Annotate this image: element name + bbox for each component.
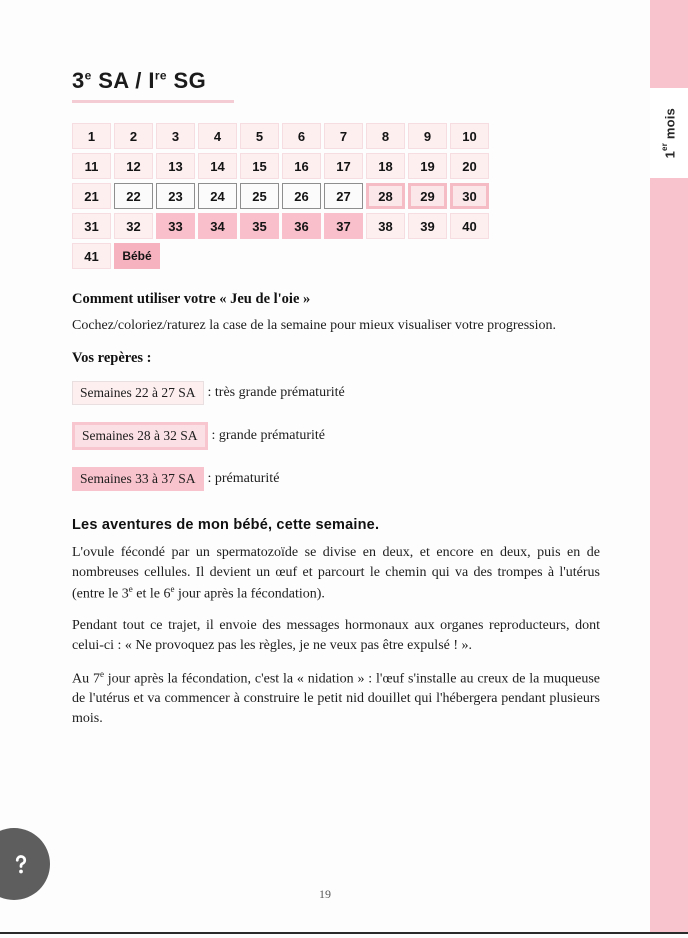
week-cell[interactable]: 23 xyxy=(156,183,195,209)
month-sidebar xyxy=(650,0,688,932)
adventures-p3-sup: e xyxy=(99,668,104,679)
week-cell[interactable]: 29 xyxy=(408,183,447,209)
howto-heading: Comment utiliser votre « Jeu de l'oie » xyxy=(72,291,311,307)
week-cell[interactable]: 10 xyxy=(450,123,489,149)
sidebar-block-bottom xyxy=(650,178,688,932)
sidebar-label-slot xyxy=(650,88,688,178)
week-cell[interactable]: 5 xyxy=(240,123,279,149)
legend-chip: Semaines 28 à 32 SA xyxy=(72,422,208,450)
adventures-p1-a: L'ovule fécondé par un spermatozoïde se divise en deux, et encore en deux, puis en de nombreuses cellules. Il devient un œuf et parcourt le chemin qui va des trompes à l'utérus (entre le 3 xyxy=(72,544,600,602)
adventures-p3-a: Au 7 xyxy=(72,671,100,687)
sidebar-month-word: mois xyxy=(662,107,678,143)
week-grid-row xyxy=(72,213,600,239)
week-cell[interactable]: 38 xyxy=(366,213,405,239)
week-cell[interactable]: 20 xyxy=(450,153,489,179)
week-grid-row xyxy=(72,123,600,149)
page-title-sup2: re xyxy=(154,68,167,83)
week-cell[interactable]: 31 xyxy=(72,213,111,239)
page-number: 19 xyxy=(319,887,331,901)
week-cell[interactable]: 19 xyxy=(408,153,447,179)
week-cell[interactable]: 24 xyxy=(198,183,237,209)
week-grid-row xyxy=(72,243,600,269)
week-cell[interactable]: 17 xyxy=(324,153,363,179)
adventures-paragraph-3 xyxy=(72,668,600,729)
week-cell[interactable]: 36 xyxy=(282,213,321,239)
legend-chip: Semaines 22 à 27 SA xyxy=(72,381,204,405)
page-title xyxy=(72,68,206,94)
week-cell[interactable]: 41 xyxy=(72,243,111,269)
howto-paragraph: Cochez/coloriez/raturez la case de la semaine pour mieux visualiser votre progression. xyxy=(72,318,556,333)
week-cell[interactable]: 11 xyxy=(72,153,111,179)
legend-description: : très grande prématurité xyxy=(207,384,345,400)
week-cell[interactable]: 21 xyxy=(72,183,111,209)
adventures-p1-c: jour après la fécondation). xyxy=(174,586,325,602)
week-cell[interactable]: 2 xyxy=(114,123,153,149)
week-cell[interactable]: 12 xyxy=(114,153,153,179)
legend-row xyxy=(72,381,600,405)
sidebar-block-top xyxy=(650,0,688,88)
week-cell[interactable]: 18 xyxy=(366,153,405,179)
week-cell[interactable]: 8 xyxy=(366,123,405,149)
legend-description: : grande prématurité xyxy=(211,427,326,443)
page-title-underline xyxy=(72,100,234,103)
legend-description: : prématurité xyxy=(207,470,280,486)
legend-chip: Semaines 33 à 37 SA xyxy=(72,467,204,491)
week-cell[interactable]: 32 xyxy=(114,213,153,239)
week-cell[interactable]: 30 xyxy=(450,183,489,209)
adventures-p1-sup1: e xyxy=(128,583,133,594)
legend-list xyxy=(72,381,600,491)
week-cell[interactable]: 3 xyxy=(156,123,195,149)
page-content xyxy=(72,0,600,741)
week-cell[interactable]: 26 xyxy=(282,183,321,209)
week-cell[interactable]: 39 xyxy=(408,213,447,239)
sidebar-month-label xyxy=(660,108,677,158)
adventures-p1-sup2: e xyxy=(170,583,175,594)
page-title-part1: 3 xyxy=(72,68,85,93)
week-grid xyxy=(72,123,600,269)
adventures-p1-b: et le 6 xyxy=(132,586,171,602)
adventures-paragraph-1 xyxy=(72,543,600,604)
week-cell[interactable]: 40 xyxy=(450,213,489,239)
week-cell[interactable]: 16 xyxy=(282,153,321,179)
week-grid-row xyxy=(72,183,600,209)
reperes-heading: Vos repères : xyxy=(72,349,152,366)
legend-row xyxy=(72,422,600,450)
help-question-icon xyxy=(6,849,36,879)
week-cell[interactable]: 34 xyxy=(198,213,237,239)
page-title-part2: SA / I xyxy=(91,68,155,93)
week-grid-row xyxy=(72,153,600,179)
week-cell[interactable]: 28 xyxy=(366,183,405,209)
week-cell[interactable]: 15 xyxy=(240,153,279,179)
week-cell[interactable]: 4 xyxy=(198,123,237,149)
page-title-part3: SG xyxy=(166,68,207,93)
week-cell[interactable]: 7 xyxy=(324,123,363,149)
week-cell[interactable]: 9 xyxy=(408,123,447,149)
week-cell[interactable]: 27 xyxy=(324,183,363,209)
week-cell[interactable]: 37 xyxy=(324,213,363,239)
week-cell[interactable]: 35 xyxy=(240,213,279,239)
adventures-heading: Les aventures de mon bébé, cette semaine. xyxy=(72,516,380,533)
week-cell[interactable]: 1 xyxy=(72,123,111,149)
sidebar-month-number: 1 xyxy=(662,150,678,159)
week-cell[interactable]: 14 xyxy=(198,153,237,179)
week-cell[interactable]: Bébé xyxy=(114,243,160,269)
page-title-sup1: e xyxy=(84,68,92,83)
page-bottom-rule xyxy=(0,932,688,934)
week-cell[interactable]: 22 xyxy=(114,183,153,209)
sidebar-month-ordinal: er xyxy=(660,142,670,151)
week-cell[interactable]: 6 xyxy=(282,123,321,149)
week-cell[interactable]: 33 xyxy=(156,213,195,239)
page-title-block xyxy=(72,0,600,103)
week-cell[interactable]: 25 xyxy=(240,183,279,209)
legend-row xyxy=(72,467,600,491)
week-cell[interactable]: 13 xyxy=(156,153,195,179)
adventures-paragraph-2: Pendant tout ce trajet, il envoie des messages hormonaux aux organes reproducteurs, dont celui-ci : « Ne provoquez pas les règles, je ne veux pas être expulsé ! ». xyxy=(72,618,600,654)
adventures-p3-b: jour après la fécondation, c'est la « nidation » : l'œuf s'installe au creux de la muqueuse de l'utérus et va commencer à construire le petit nid douillet qui l'hébergera pendant plusieurs mois. xyxy=(72,671,600,727)
